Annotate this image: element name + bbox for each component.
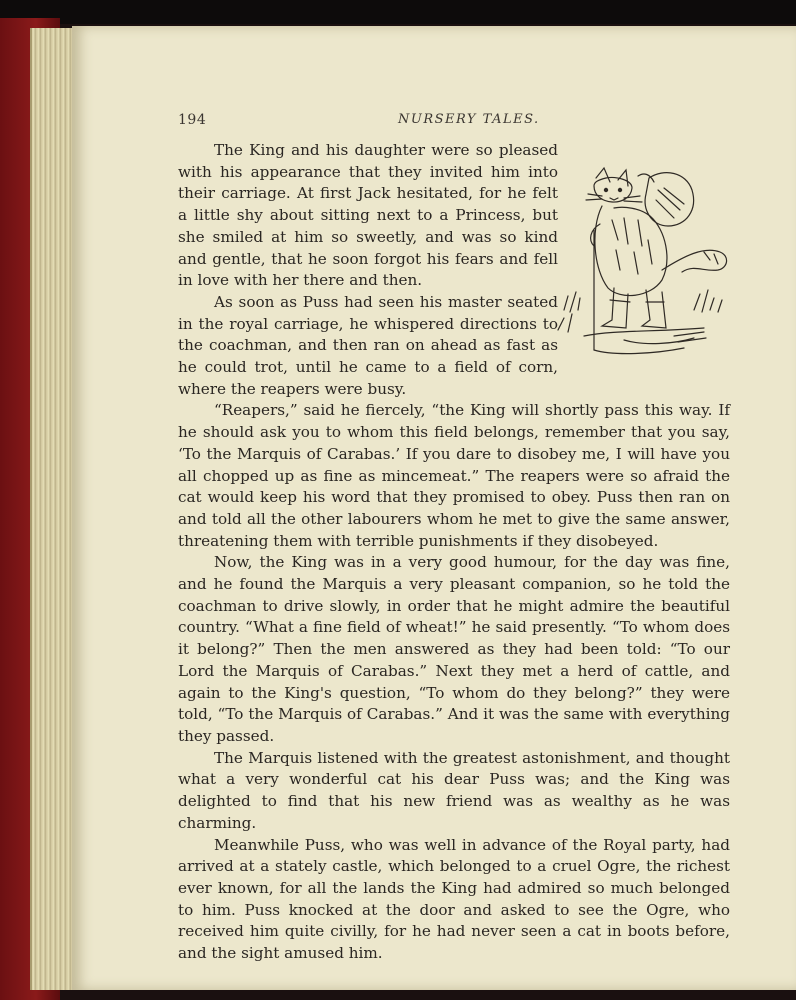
running-title: NURSERY TALES. — [398, 112, 540, 127]
page-number: 194 — [178, 112, 207, 128]
paragraph-4: Now, the King was in a very good humour, for the day was fine, and he found the Marquis a very pleasant companion, so he told the coachman to drive slowly, in order that he might admire the beautiful country. “What a fine field of wheat!” he said presently. “To whom does it belong?” Then the men answered as they had been told: “To our Lord the Marquis of Carabas.” Next they met a herd of cattle, and again to the King's question, “To whom do they belong?” they were told, “To the Marquis of Carabas.” And it was the same with everything they passed. — [178, 553, 730, 745]
paragraph-2: As soon as Puss had seen his master seated in the royal carriage, he whispered directions to the coachman, and then ran on ahead as fast as he could trot, until he came to a field of corn, where the reapers were busy. — [178, 292, 558, 398]
paragraph-1 — [178, 140, 730, 292]
paragraph-1-text: The King and his daughter were so pleased with his appearance that they invited him into their carriage. At first Jack hesitated, for he felt a little shy about sitting next to a Princess, but she smiled at him so sweetly, and was so kind and gentle, that he soon forgot his fears and fell in love with her there and then. — [178, 141, 558, 290]
page-header — [178, 112, 728, 132]
paragraph-6: Meanwhile Puss, who was well in advance of the Royal party, had arrived at a stately castle, which belonged to a cruel Ogre, the richest ever known, for all the lands the King had admired so much belonged to him. Puss knocked at the door and asked to see the Ogre, who received him quite civilly, for he had never seen a cat in boots before, and the sight amused him. — [178, 835, 730, 963]
story-text — [178, 140, 730, 965]
paragraph-5: The Marquis listened with the greatest astonishment, and thought what a very wonderful cat his dear Puss was; and the King was delighted to find that his new friend was as wealthy as he was charming. — [178, 748, 730, 832]
book-top-shadow — [0, 0, 796, 24]
paragraph-3: “Reapers,” said he fiercely, “the King will shortly pass this way. If he should ask you to whom this field belongs, remember that you say, ‘To the Marquis of Carabas.’ If you dare to disobey me, I will have you all chopped up as fine as mincemeat.” The reapers were so afraid the cat would keep his word that they promised to obey. Puss then ran on and told all the other labourers whom he met to give the same answer, threatening them with terrible punishments if they disobeyed. — [178, 401, 730, 550]
